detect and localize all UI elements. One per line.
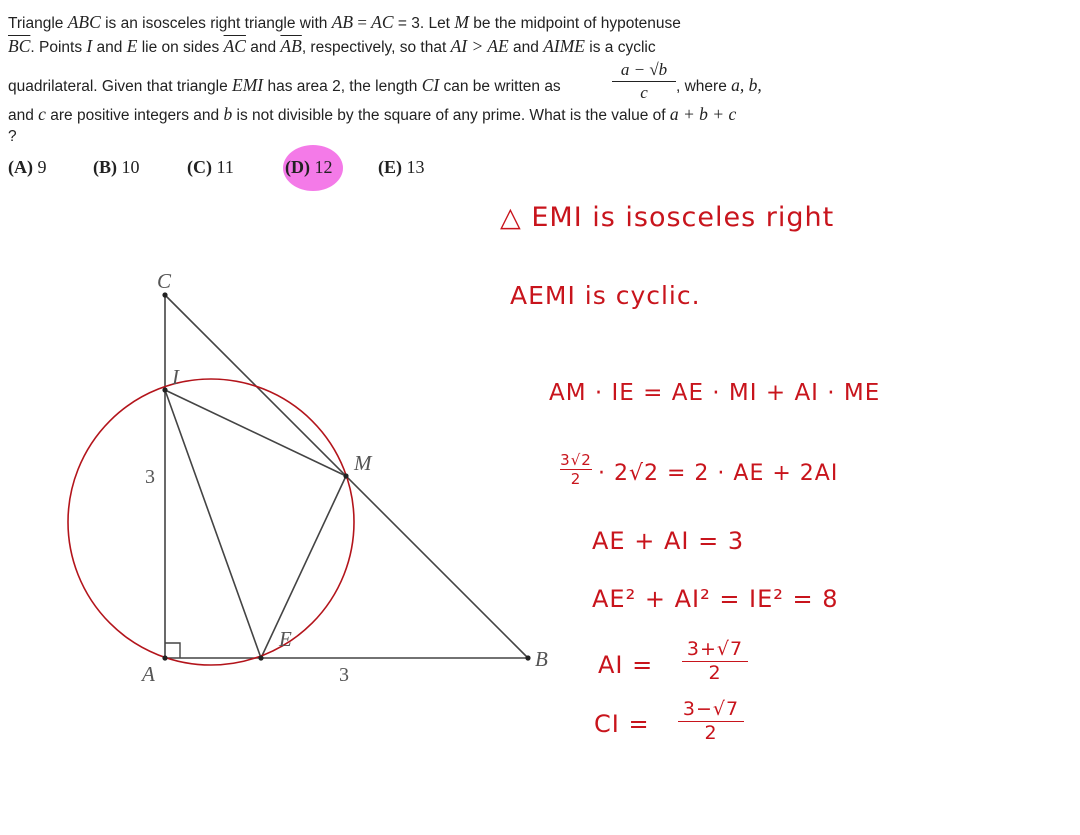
note-line-7: AI = [598,651,654,679]
label-e: E [279,627,292,651]
note-line-4: · 2√2 = 2 · AE + 2AI [598,461,839,486]
choice-e[interactable]: (E) 13 [378,157,425,177]
note-line-8-denominator: 2 [704,722,718,744]
circumcircle [68,379,354,665]
fraction-numerator: a − √b [612,59,676,82]
point-i [162,387,167,392]
right-angle-mark [165,643,180,658]
problem-line-1: Triangle ABC is an isosceles right triangle with AB = AC = 3. Let M be the midpoint of hypotenuse [8,12,681,32]
label-a: A [142,662,155,686]
note-line-8-fraction [678,697,744,744]
segment-ie [165,390,261,658]
problem-line-4: and c are positive integers and b is not divisible by the square of any prime. What is the value of a + b + c [8,104,737,124]
label-b: B [535,647,548,671]
note-line-5: AE + AI = 3 [592,527,745,555]
point-a [162,655,167,660]
note-line-7-fraction [682,637,748,684]
point-m [343,473,348,478]
problem-line-2: $\overline{BC}$. Points I and E lie on sides $\overline{AC}$ and $\overline{AB}$, respectively, so that AI > AE and AIME is a cyclic [8,36,656,56]
label-side-ab: 3 [339,664,349,686]
note-line-8: CI = [594,710,650,738]
problem-line-3: quadrilateral. Given that triangle EMI has area 2, the length CI can be written as [8,75,561,95]
segment-im [165,390,346,476]
point-c [162,292,167,297]
point-b [525,655,530,660]
choice-c[interactable]: (C) 11 [187,157,234,177]
note-line-7-numerator: 3+√7 [682,637,748,662]
note-line-1: △ EMI is isosceles right [500,202,835,233]
note-line-7-denominator: 2 [708,662,722,684]
note-line-3: AM · IE = AE · MI + AI · ME [549,380,881,406]
fraction-denominator: c [640,83,648,102]
label-c: C [157,269,172,293]
note-line-8-numerator: 3−√7 [678,697,744,722]
label-side-ac: 3 [145,466,155,488]
problem-line-5: ? [8,128,17,145]
note-line-4-denominator: 2 [570,470,582,488]
point-e [258,655,263,660]
choice-a[interactable]: (A) 9 [8,157,47,177]
choice-d[interactable]: (D) 12 [285,157,333,177]
note-line-2: AEMI is cyclic. [510,281,701,310]
note-line-6: AE² + AI² = IE² = 8 [592,585,839,613]
label-i: I [172,365,179,389]
note-line-4-fraction [560,451,592,488]
choice-b[interactable]: (B) 10 [93,157,140,177]
note-line-4-numerator: 3√2 [560,451,592,469]
label-m: M [354,451,372,475]
problem-line-3-tail: , where a, b, [676,75,762,95]
